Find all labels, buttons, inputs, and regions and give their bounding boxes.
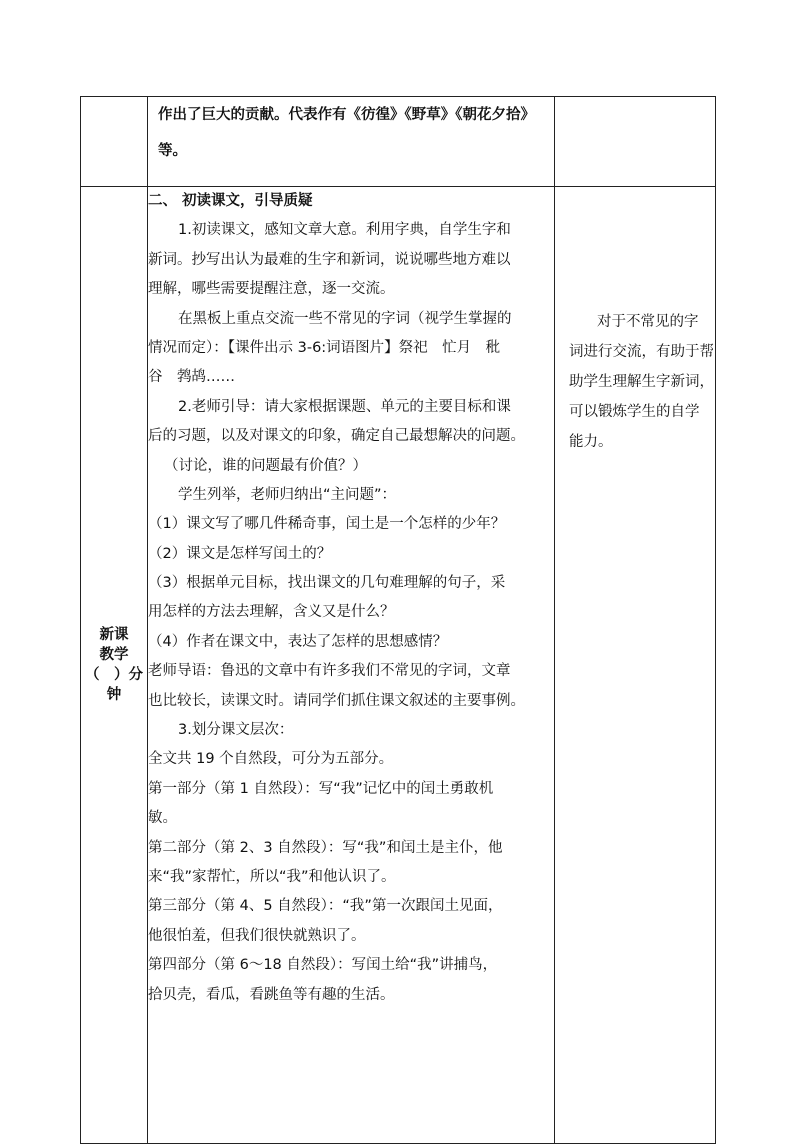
body-line: 情况而定）：【课件出示 3-6:词语图片】祭祀 忙月 秕 — [148, 339, 501, 356]
body-line: 第二部分（第 2、3 自然段）：写“我”和闰土是主仆，他 — [148, 839, 503, 856]
lesson-plan-table — [80, 96, 716, 1144]
body-line: （3）根据单元目标，找出课文的几句难理解的句子，采 — [148, 575, 506, 592]
note-line: 可以锻炼学生的自学 — [569, 404, 700, 420]
body-line: 老师导语：鲁迅的文章中有许多我们不常见的字词，文章 — [148, 663, 511, 680]
body-line: 用怎样的方法去理解，含义又是什么？ — [148, 604, 395, 621]
stage-label-line: 钟 — [106, 687, 122, 703]
body-line: 第三部分（第 4、5 自然段）：“我”第一次跟闰土见面， — [148, 898, 503, 915]
body-line: 3.划分课文层次： — [178, 722, 294, 739]
body-line: （2）课文是怎样写闰土的？ — [148, 545, 332, 562]
body-line: 后的习题，以及对课文的印象，确定自己最想解决的问题。 — [148, 428, 525, 445]
content-cell-continuation — [148, 97, 555, 187]
body-line: 谷 鹁鸪…… — [148, 369, 235, 386]
note-cell-empty — [555, 97, 716, 187]
body-line: 来“我”家帮忙，所以“我”和他认识了。 — [148, 868, 396, 885]
body-line: 拾贝壳，看瓜，看跳鱼等有趣的生活。 — [148, 986, 395, 1003]
table-row-new-lesson — [81, 187, 716, 1144]
note-cell — [555, 187, 716, 1144]
note-line: 对于不常见的字 — [597, 314, 699, 330]
continuation-line-2: 等。 — [158, 143, 187, 159]
body-line: 在黑板上重点交流一些不常见的字词（视学生掌握的 — [178, 310, 512, 327]
section-heading: 二、 初读课文，引导质疑 — [148, 193, 313, 209]
stage-label-line: 新课 — [99, 627, 129, 643]
body-line: 他很怕羞，但我们很快就熟识了。 — [148, 927, 366, 944]
note-line: 助学生理解生字新词， — [569, 374, 714, 390]
note-line: 能力。 — [569, 434, 613, 450]
body-line: 也比较长，读课文时。请同学们抓住课文叙述的主要事例。 — [148, 692, 525, 709]
stage-label-line: （ ）分 — [85, 667, 143, 683]
stage-label — [81, 625, 147, 705]
content-cell-main — [148, 187, 555, 1144]
body-line: 1.初读课文，感知文章大意。利用字典，自学生字和 — [178, 222, 511, 239]
body-line: （讨论，谁的问题最有价值？） — [164, 457, 367, 474]
body-line: （1）课文写了哪几件稀奇事，闰土是一个怎样的少年？ — [148, 516, 506, 533]
body-line: 第四部分（第 6～18 自然段）：写闰土给“我”讲捕鸟， — [148, 957, 498, 974]
section-body — [148, 216, 554, 1010]
body-line: 2.老师引导：请大家根据课题、单元的主要目标和课 — [178, 398, 511, 415]
body-line: （4）作者在课文中，表达了怎样的思想感情？ — [148, 633, 448, 650]
stage-label-cell-empty — [81, 97, 148, 187]
body-line: 理解，哪些需要提醒注意，逐一交流。 — [148, 281, 395, 298]
body-line: 新词。抄写出认为最难的生字和新词，说说哪些地方难以 — [148, 251, 511, 268]
body-line: 第一部分（第 1 自然段）：写“我”记忆中的闰土勇敢机 — [148, 780, 494, 797]
continuation-line-1: 作出了巨大的贡献。代表作有《彷徨》《野草》《朝花夕拾》 — [158, 107, 535, 123]
body-line: 敏。 — [148, 810, 177, 827]
table-row-continuation — [81, 97, 716, 187]
body-line: 全文共 19 个自然段，可分为五部分。 — [148, 751, 394, 768]
note-line: 词进行交流，有助于帮 — [569, 344, 714, 360]
design-note — [569, 307, 714, 457]
stage-label-line: 教学 — [99, 647, 129, 663]
body-line: 学生列举，老师归纳出“主问题”： — [178, 486, 397, 503]
stage-label-cell — [81, 187, 148, 1144]
